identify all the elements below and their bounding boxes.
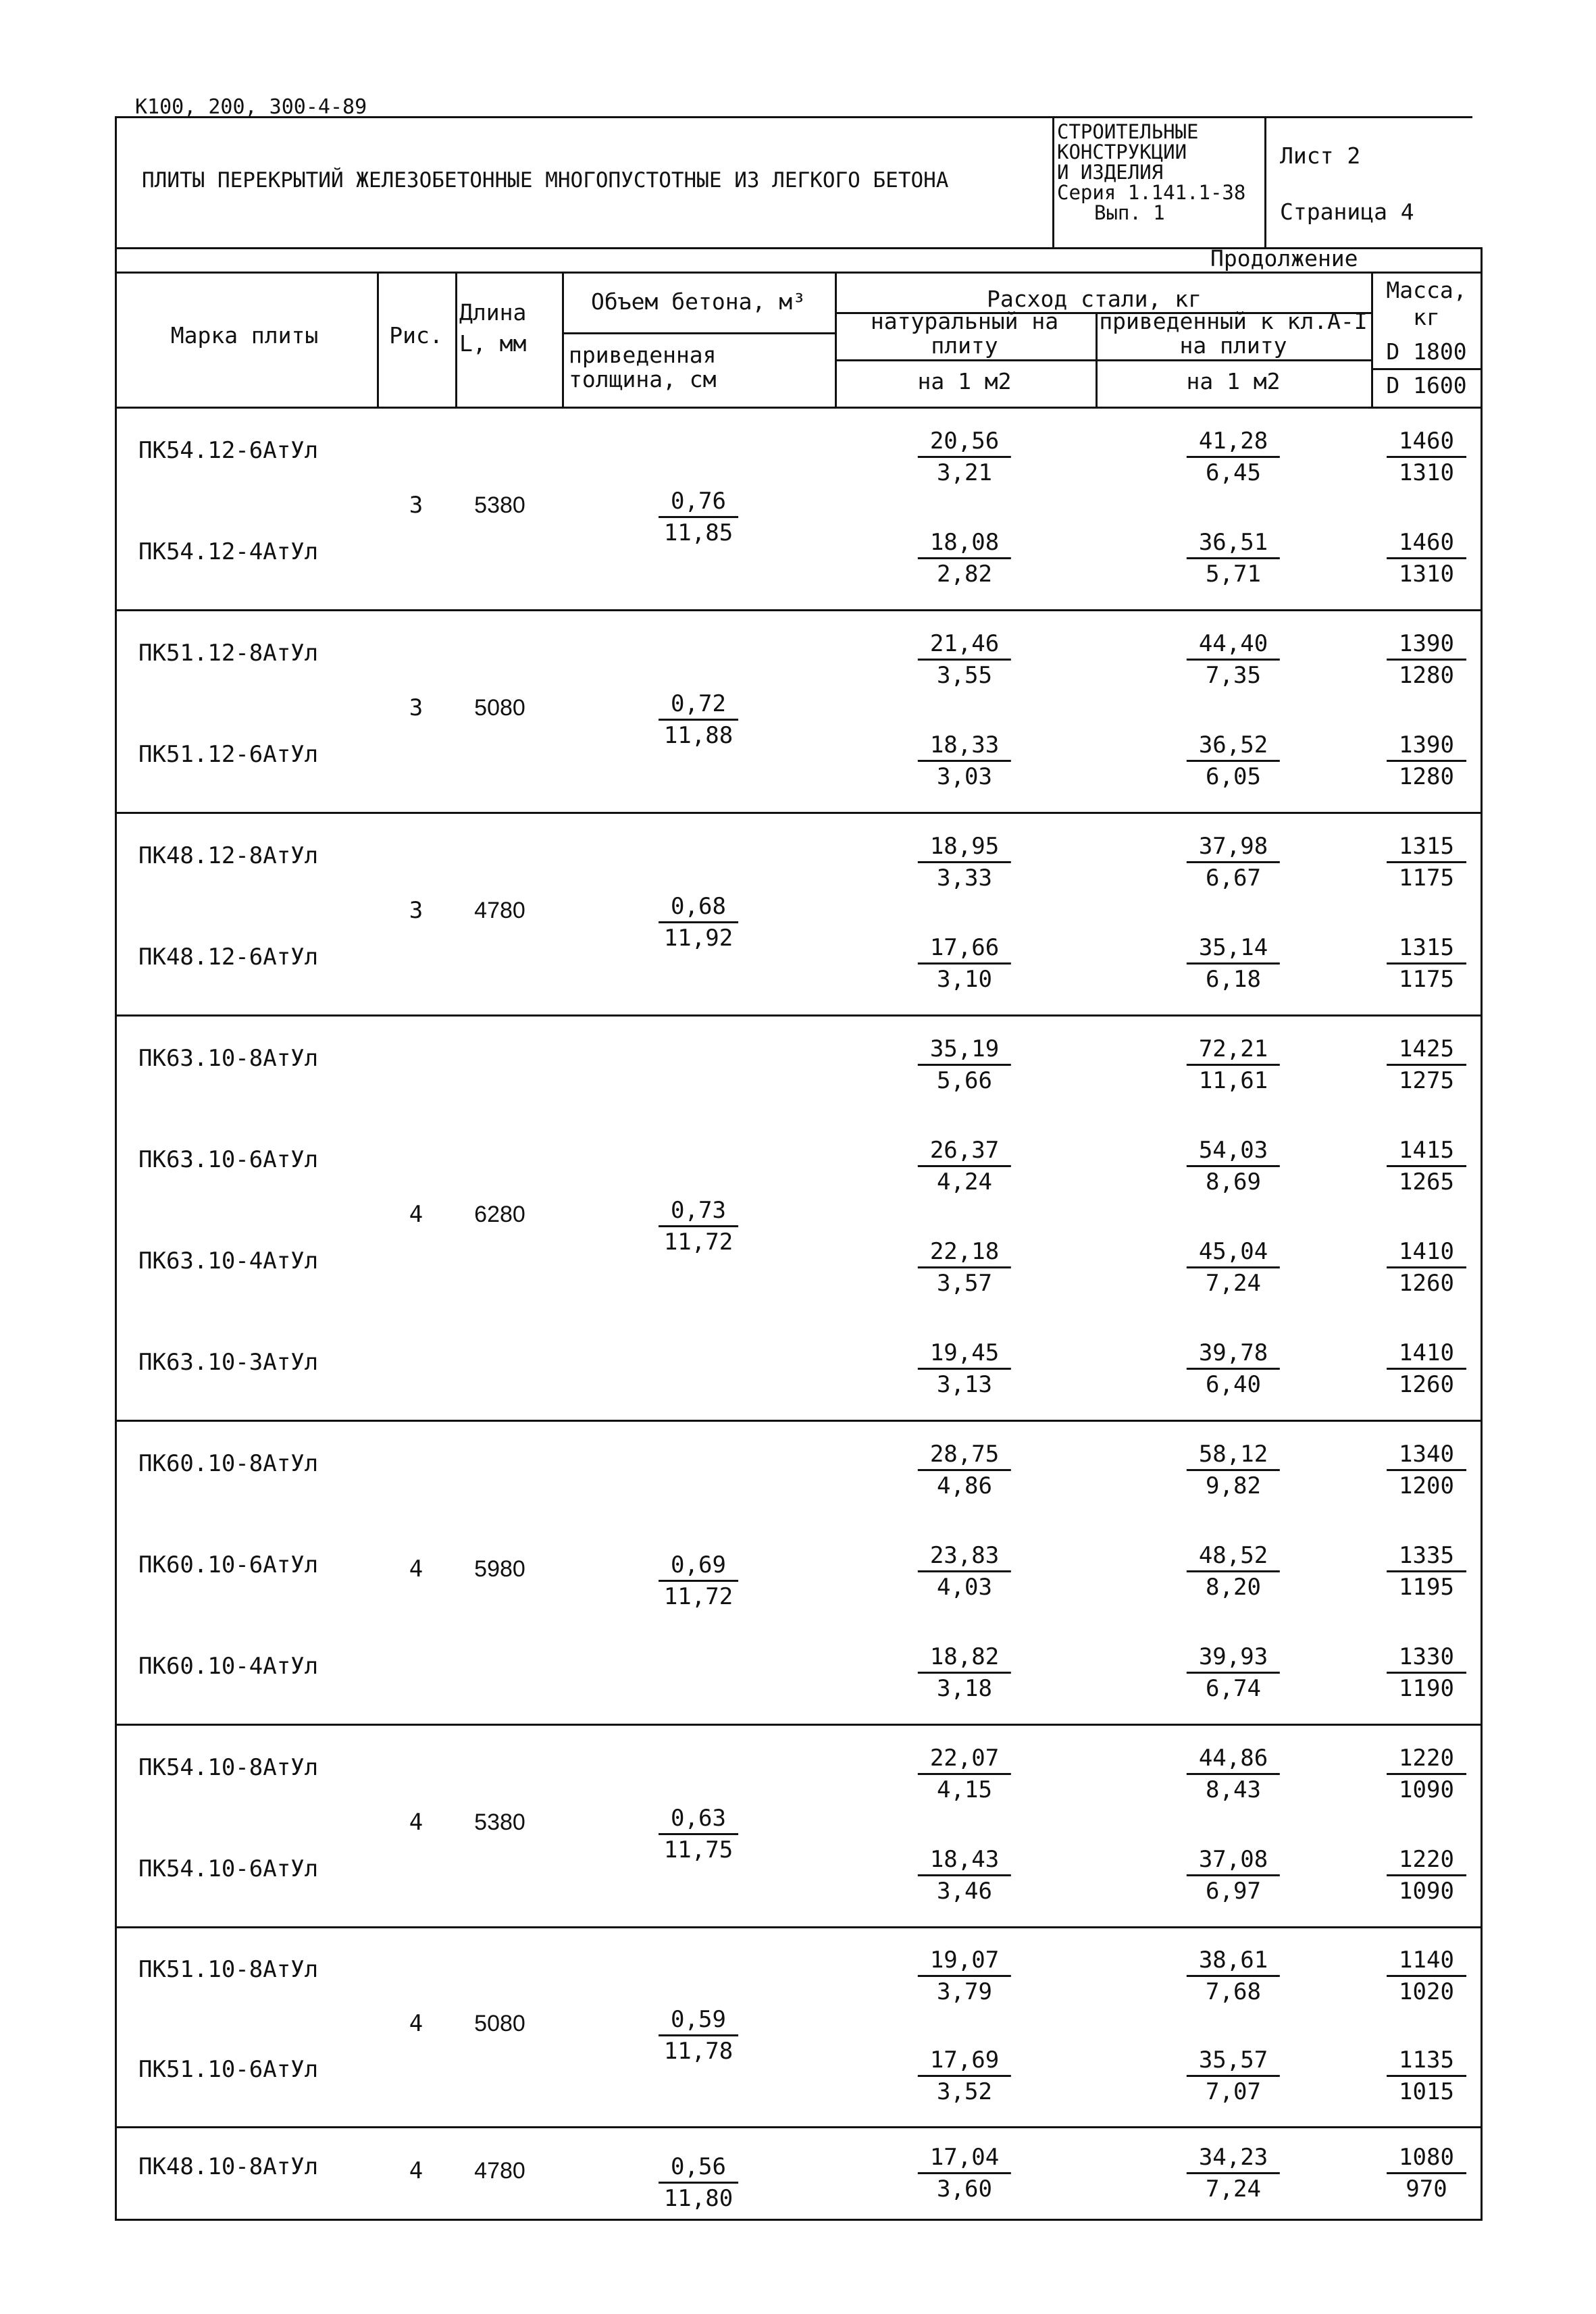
steel-reduced-fraction-numerator: 35,57 <box>1187 2047 1280 2077</box>
plate-mark: ПК51.12-6АтУл <box>138 741 319 768</box>
mass-fraction-denominator: 970 <box>1406 2176 1447 2203</box>
volume-fraction-numerator: 0,63 <box>659 1805 738 1835</box>
header-mass-d2: D 1600 <box>1386 372 1467 398</box>
steel-reduced-fraction-denominator: 6,18 <box>1206 966 1261 993</box>
col-line-mass <box>1371 272 1373 407</box>
ris-value: 3 <box>409 694 423 721</box>
mass-fraction <box>1387 428 1466 486</box>
volume-fraction-denominator: 11,85 <box>663 519 733 546</box>
volume-fraction-denominator: 11,78 <box>663 2038 733 2065</box>
header-steel-red: приведенный к кл.А-I на плиту <box>1099 308 1368 359</box>
mass-fraction-numerator: 1410 <box>1387 1339 1466 1370</box>
steel-natural-fraction <box>918 2144 1011 2203</box>
mass-fraction <box>1387 1137 1466 1195</box>
volume-fraction-numerator: 0,59 <box>659 2006 738 2036</box>
group-separator <box>115 812 1483 814</box>
volume-fraction-numerator: 0,73 <box>659 1197 738 1227</box>
steel-reduced-fraction-denominator: 6,40 <box>1206 1371 1261 1398</box>
plate-mark: ПК63.10-6АтУл <box>138 1146 319 1173</box>
steel-reduced-fraction <box>1187 1947 1280 2005</box>
col-line-length <box>455 272 457 407</box>
plate-mark: ПК51.10-8АтУл <box>138 1956 319 1983</box>
mass-fraction-numerator: 1340 <box>1387 1441 1466 1471</box>
header-volume-sub: приведенная толщина, см <box>569 342 717 392</box>
series-line-1: СТРОИТЕЛЬНЫЕ <box>1057 120 1199 143</box>
mass-fraction <box>1387 833 1466 892</box>
steel-natural-fraction-numerator: 26,37 <box>918 1137 1011 1167</box>
page-number: Страница 4 <box>1280 199 1414 225</box>
steel-reduced-fraction <box>1187 1542 1280 1601</box>
steel-natural-fraction <box>918 428 1011 486</box>
mass-fraction <box>1387 1643 1466 1702</box>
ris-value: 3 <box>409 492 423 519</box>
steel-natural-fraction-numerator: 21,46 <box>918 630 1011 661</box>
mass-fraction-denominator: 1265 <box>1399 1168 1454 1195</box>
steel-reduced-fraction-numerator: 58,12 <box>1187 1441 1280 1471</box>
mass-fraction-numerator: 1390 <box>1387 630 1466 661</box>
col-line-ris <box>377 272 379 407</box>
mass-fraction <box>1387 2144 1466 2203</box>
steel-reduced-fraction <box>1187 428 1280 486</box>
volume-fraction-numerator: 0,68 <box>659 893 738 923</box>
mass-fraction <box>1387 1238 1466 1297</box>
mass-fraction <box>1387 934 1466 993</box>
mass-fraction-numerator: 1140 <box>1387 1947 1466 1977</box>
volume-fraction <box>659 2153 738 2212</box>
mass-fraction-numerator: 1335 <box>1387 1542 1466 1572</box>
mass-fraction-denominator: 1175 <box>1399 865 1454 892</box>
series-line-4: Серия 1.141.1-38 <box>1057 181 1246 204</box>
mass-fraction <box>1387 529 1466 588</box>
mass-fraction-numerator: 1315 <box>1387 934 1466 965</box>
steel-natural-fraction-numerator: 20,56 <box>918 428 1011 458</box>
steel-reduced-fraction <box>1187 1745 1280 1803</box>
mass-fraction <box>1387 1542 1466 1601</box>
steel-natural-fraction-numerator: 17,66 <box>918 934 1011 965</box>
steel-natural-fraction-denominator: 3,03 <box>937 763 992 790</box>
mass-fraction-numerator: 1460 <box>1387 428 1466 458</box>
length-value: 5080 <box>474 2011 525 2036</box>
volume-fraction-numerator: 0,69 <box>659 1551 738 1582</box>
steel-natural-fraction-denominator: 3,21 <box>937 459 992 486</box>
steel-reduced-fraction-numerator: 39,78 <box>1187 1339 1280 1370</box>
header-mass: Масса, кг <box>1386 277 1467 330</box>
group-separator <box>115 1420 1483 1422</box>
mass-fraction-numerator: 1410 <box>1387 1238 1466 1268</box>
steel-natural-fraction-denominator: 3,18 <box>937 1675 992 1702</box>
steel-reduced-fraction <box>1187 2144 1280 2203</box>
volume-fraction-denominator: 11,88 <box>663 722 733 749</box>
steel-reduced-fraction <box>1187 529 1280 588</box>
steel-natural-fraction-denominator: 3,13 <box>937 1371 992 1398</box>
header-steel-divider-2 <box>835 359 1371 361</box>
mass-fraction-numerator: 1390 <box>1387 731 1466 762</box>
series-line-5: Вып. 1 <box>1094 201 1165 224</box>
mass-fraction-denominator: 1090 <box>1399 1776 1454 1803</box>
steel-reduced-fraction <box>1187 1238 1280 1297</box>
volume-fraction-denominator: 11,80 <box>663 2185 733 2212</box>
steel-natural-fraction-numerator: 22,07 <box>918 1745 1011 1775</box>
group-separator <box>115 1926 1483 1928</box>
mass-fraction-denominator: 1260 <box>1399 1371 1454 1398</box>
steel-reduced-fraction <box>1187 1339 1280 1398</box>
plate-mark: ПК54.12-6АтУл <box>138 437 319 464</box>
header-mass-d1: D 1800 <box>1386 338 1467 365</box>
steel-natural-fraction-denominator: 5,66 <box>937 1067 992 1094</box>
steel-natural-fraction-denominator: 3,55 <box>937 662 992 689</box>
volume-fraction-numerator: 0,56 <box>659 2153 738 2184</box>
ris-value: 4 <box>409 2010 423 2037</box>
steel-reduced-fraction-numerator: 72,21 <box>1187 1035 1280 1066</box>
plate-mark: ПК54.12-4АтУл <box>138 538 319 565</box>
steel-natural-fraction <box>918 731 1011 790</box>
steel-reduced-fraction <box>1187 2047 1280 2105</box>
plate-mark: ПК63.10-4АтУл <box>138 1248 319 1275</box>
steel-natural-fraction <box>918 1947 1011 2005</box>
steel-natural-fraction <box>918 934 1011 993</box>
volume-fraction <box>659 488 738 546</box>
mass-fraction-denominator: 1275 <box>1399 1067 1454 1094</box>
volume-fraction-numerator: 0,76 <box>659 488 738 518</box>
length-value: 4780 <box>474 898 525 923</box>
steel-natural-fraction-denominator: 3,57 <box>937 1270 992 1297</box>
steel-reduced-fraction-denominator: 6,45 <box>1206 459 1261 486</box>
steel-reduced-fraction-denominator: 6,74 <box>1206 1675 1261 1702</box>
mass-fraction-denominator: 1280 <box>1399 662 1454 689</box>
volume-fraction <box>659 1805 738 1863</box>
mass-fraction-denominator: 1015 <box>1399 2078 1454 2105</box>
group-separator <box>115 2126 1483 2128</box>
length-value: 5980 <box>474 1556 525 1582</box>
volume-fraction-denominator: 11,72 <box>663 1229 733 1256</box>
mass-fraction <box>1387 1947 1466 2005</box>
plate-mark: ПК63.10-3АтУл <box>138 1349 319 1376</box>
steel-natural-fraction <box>918 1238 1011 1297</box>
group-separator <box>115 1724 1483 1726</box>
mass-fraction-denominator: 1260 <box>1399 1270 1454 1297</box>
steel-natural-fraction-denominator: 3,60 <box>937 2176 992 2203</box>
steel-natural-fraction-numerator: 17,69 <box>918 2047 1011 2077</box>
title-top-line <box>115 116 1472 118</box>
steel-reduced-fraction <box>1187 1137 1280 1195</box>
steel-natural-fraction-denominator: 4,03 <box>937 1574 992 1601</box>
steel-natural-fraction <box>918 1137 1011 1195</box>
length-value: 4780 <box>474 2158 525 2184</box>
title-left-line <box>115 116 117 247</box>
volume-fraction <box>659 1551 738 1610</box>
mass-fraction-denominator: 1195 <box>1399 1574 1454 1601</box>
steel-natural-fraction <box>918 833 1011 892</box>
header-bottom-line <box>115 407 1483 409</box>
header-ris: Рис. <box>389 322 443 349</box>
mass-fraction-denominator: 1090 <box>1399 1878 1454 1905</box>
continuation-label: Продолжение <box>1210 245 1358 272</box>
steel-natural-fraction <box>918 1542 1011 1601</box>
steel-natural-fraction <box>918 2047 1011 2105</box>
steel-natural-fraction <box>918 1441 1011 1499</box>
mass-fraction-denominator: 1310 <box>1399 561 1454 588</box>
steel-reduced-fraction-numerator: 48,52 <box>1187 1542 1280 1572</box>
sheet-number: Лист 2 <box>1280 143 1361 169</box>
steel-reduced-fraction <box>1187 934 1280 993</box>
steel-reduced-fraction <box>1187 833 1280 892</box>
document-title: ПЛИТЫ ПЕРЕКРЫТИЙ ЖЕЛЕЗОБЕТОННЫЕ МНОГОПУСТОТНЫЕ ИЗ ЛЕГКОГО БЕТОНА <box>142 168 949 192</box>
mass-fraction-numerator: 1135 <box>1387 2047 1466 2077</box>
ris-value: 4 <box>409 1809 423 1836</box>
plate-mark: ПК60.10-6АтУл <box>138 1551 319 1578</box>
steel-reduced-fraction <box>1187 1643 1280 1702</box>
mass-fraction <box>1387 1035 1466 1094</box>
steel-natural-fraction-numerator: 23,83 <box>918 1542 1011 1572</box>
steel-natural-fraction-numerator: 18,82 <box>918 1643 1011 1674</box>
plate-mark: ПК51.10-6АтУл <box>138 2056 319 2083</box>
steel-reduced-fraction-denominator: 7,24 <box>1206 1270 1261 1297</box>
steel-reduced-fraction-numerator: 54,03 <box>1187 1137 1280 1167</box>
series-line-2: КОНСТРУКЦИИ <box>1057 140 1187 163</box>
steel-reduced-fraction-numerator: 37,98 <box>1187 833 1280 863</box>
mass-fraction-numerator: 1425 <box>1387 1035 1466 1066</box>
mass-fraction-numerator: 1080 <box>1387 2144 1466 2174</box>
plate-mark: ПК63.10-8АтУл <box>138 1045 319 1072</box>
steel-reduced-fraction-numerator: 34,23 <box>1187 2144 1280 2174</box>
steel-natural-fraction-denominator: 3,52 <box>937 2078 992 2105</box>
mass-fraction-denominator: 1280 <box>1399 763 1454 790</box>
steel-natural-fraction <box>918 1035 1011 1094</box>
mass-fraction-denominator: 1175 <box>1399 966 1454 993</box>
steel-reduced-fraction <box>1187 1441 1280 1499</box>
header-steel-nat-sub: на 1 м2 <box>917 368 1012 394</box>
length-value: 5380 <box>474 1809 525 1835</box>
steel-reduced-fraction-denominator: 7,07 <box>1206 2078 1261 2105</box>
plate-mark: ПК51.12-8АтУл <box>138 640 319 667</box>
series-block <box>1057 122 1245 223</box>
steel-natural-fraction-numerator: 18,95 <box>918 833 1011 863</box>
plate-mark: ПК48.10-8АтУл <box>138 2153 319 2180</box>
steel-reduced-fraction-numerator: 37,08 <box>1187 1846 1280 1876</box>
header-steel-nat: натуральный на плиту <box>870 308 1059 359</box>
mass-fraction <box>1387 630 1466 689</box>
steel-natural-fraction <box>918 1846 1011 1905</box>
steel-natural-fraction <box>918 529 1011 588</box>
steel-reduced-fraction <box>1187 1035 1280 1094</box>
mass-fraction <box>1387 2047 1466 2105</box>
header-marka: Марка плиты <box>170 322 319 349</box>
volume-fraction <box>659 2006 738 2065</box>
header-steel: Расход стали, кг <box>987 286 1202 312</box>
steel-natural-fraction-numerator: 35,19 <box>918 1035 1011 1066</box>
mass-fraction <box>1387 1339 1466 1398</box>
mass-fraction-denominator: 1200 <box>1399 1472 1454 1499</box>
plate-mark: ПК54.10-6АтУл <box>138 1855 319 1882</box>
volume-fraction-denominator: 11,72 <box>663 1583 733 1610</box>
series-line-3: И ИЗДЕЛИЯ <box>1057 161 1164 184</box>
header-length: Длина L, мм <box>459 299 527 357</box>
header-steel-red-sub: на 1 м2 <box>1186 368 1281 394</box>
volume-fraction <box>659 1197 738 1256</box>
steel-reduced-fraction-numerator: 44,40 <box>1187 630 1280 661</box>
steel-natural-fraction <box>918 630 1011 689</box>
length-value: 6280 <box>474 1202 525 1227</box>
steel-natural-fraction-denominator: 4,24 <box>937 1168 992 1195</box>
steel-reduced-fraction <box>1187 731 1280 790</box>
steel-reduced-fraction-numerator: 41,28 <box>1187 428 1280 458</box>
mass-fraction-denominator: 1310 <box>1399 459 1454 486</box>
length-value: 5380 <box>474 492 525 518</box>
steel-reduced-fraction-denominator: 6,05 <box>1206 763 1261 790</box>
steel-natural-fraction <box>918 1339 1011 1398</box>
ris-value: 4 <box>409 2157 423 2184</box>
header-volume: Объем бетона, м³ <box>591 288 806 315</box>
mass-fraction-numerator: 1315 <box>1387 833 1466 863</box>
volume-fraction-denominator: 11,75 <box>663 1836 733 1863</box>
volume-fraction-numerator: 0,72 <box>659 690 738 721</box>
steel-natural-fraction-numerator: 18,08 <box>918 529 1011 559</box>
steel-reduced-fraction-numerator: 36,52 <box>1187 731 1280 762</box>
plate-mark: ПК60.10-8АтУл <box>138 1450 319 1477</box>
mass-fraction <box>1387 731 1466 790</box>
mass-fraction <box>1387 1846 1466 1905</box>
header-volume-divider <box>562 332 835 334</box>
length-value: 5080 <box>474 695 525 721</box>
mass-fraction <box>1387 1745 1466 1803</box>
steel-reduced-fraction-denominator: 7,35 <box>1206 662 1261 689</box>
mass-fraction-numerator: 1330 <box>1387 1643 1466 1674</box>
mass-fraction-numerator: 1415 <box>1387 1137 1466 1167</box>
volume-fraction <box>659 690 738 749</box>
steel-reduced-fraction-denominator: 7,24 <box>1206 2176 1261 2203</box>
steel-reduced-fraction-numerator: 35,14 <box>1187 934 1280 965</box>
title-divider-1 <box>1052 116 1054 247</box>
mass-fraction-numerator: 1460 <box>1387 529 1466 559</box>
group-separator <box>115 1014 1483 1017</box>
plate-mark: ПК48.12-6АтУл <box>138 944 319 971</box>
steel-natural-fraction-denominator: 4,86 <box>937 1472 992 1499</box>
ris-value: 4 <box>409 1555 423 1583</box>
steel-reduced-fraction-numerator: 39,93 <box>1187 1643 1280 1674</box>
header-top-line <box>115 272 1483 274</box>
steel-reduced-fraction-denominator: 6,97 <box>1206 1878 1261 1905</box>
plate-mark: ПК54.10-8АтУл <box>138 1754 319 1781</box>
header-mass-divider <box>1371 368 1483 370</box>
steel-natural-fraction-denominator: 3,79 <box>937 1978 992 2005</box>
steel-natural-fraction-denominator: 4,15 <box>937 1776 992 1803</box>
steel-natural-fraction-denominator: 3,46 <box>937 1878 992 1905</box>
group-separator <box>115 609 1483 611</box>
steel-natural-fraction-denominator: 2,82 <box>937 561 992 588</box>
steel-reduced-fraction-denominator: 7,68 <box>1206 1978 1261 2005</box>
steel-reduced-fraction-numerator: 38,61 <box>1187 1947 1280 1977</box>
steel-reduced-fraction-denominator: 9,82 <box>1206 1472 1261 1499</box>
col-line-steel <box>835 272 837 407</box>
steel-natural-fraction-numerator: 19,45 <box>918 1339 1011 1370</box>
mass-fraction-numerator: 1220 <box>1387 1745 1466 1775</box>
steel-natural-fraction-numerator: 18,33 <box>918 731 1011 762</box>
mass-fraction-denominator: 1020 <box>1399 1978 1454 2005</box>
steel-reduced-fraction-denominator: 5,71 <box>1206 561 1261 588</box>
volume-fraction-denominator: 11,92 <box>663 925 733 952</box>
steel-reduced-fraction-denominator: 8,20 <box>1206 1574 1261 1601</box>
ris-value: 3 <box>409 897 423 924</box>
volume-fraction <box>659 893 738 952</box>
steel-reduced-fraction-denominator: 8,69 <box>1206 1168 1261 1195</box>
steel-reduced-fraction-numerator: 36,51 <box>1187 529 1280 559</box>
mass-fraction-denominator: 1190 <box>1399 1675 1454 1702</box>
steel-natural-fraction-numerator: 19,07 <box>918 1947 1011 1977</box>
steel-reduced-fraction-denominator: 8,43 <box>1206 1776 1261 1803</box>
mass-fraction <box>1387 1441 1466 1499</box>
steel-natural-fraction-numerator: 28,75 <box>918 1441 1011 1471</box>
steel-reduced-fraction-numerator: 45,04 <box>1187 1238 1280 1268</box>
title-divider-2 <box>1264 116 1266 247</box>
steel-natural-fraction <box>918 1745 1011 1803</box>
steel-reduced-fraction-denominator: 6,67 <box>1206 865 1261 892</box>
steel-reduced-fraction-denominator: 11,61 <box>1198 1067 1268 1094</box>
document-code: К100, 200, 300-4-89 <box>135 95 367 119</box>
steel-natural-fraction-denominator: 3,33 <box>937 865 992 892</box>
steel-natural-fraction-denominator: 3,10 <box>937 966 992 993</box>
steel-reduced-fraction-numerator: 44,86 <box>1187 1745 1280 1775</box>
steel-natural-fraction <box>918 1643 1011 1702</box>
steel-reduced-fraction <box>1187 630 1280 689</box>
plate-mark: ПК48.12-8АтУл <box>138 842 319 869</box>
col-line-volume <box>562 272 564 407</box>
mass-fraction-numerator: 1220 <box>1387 1846 1466 1876</box>
steel-reduced-fraction <box>1187 1846 1280 1905</box>
steel-natural-fraction-numerator: 17,04 <box>918 2144 1011 2174</box>
plate-mark: ПК60.10-4АтУл <box>138 1653 319 1680</box>
steel-natural-fraction-numerator: 22,18 <box>918 1238 1011 1268</box>
ris-value: 4 <box>409 1201 423 1228</box>
steel-natural-fraction-numerator: 18,43 <box>918 1846 1011 1876</box>
